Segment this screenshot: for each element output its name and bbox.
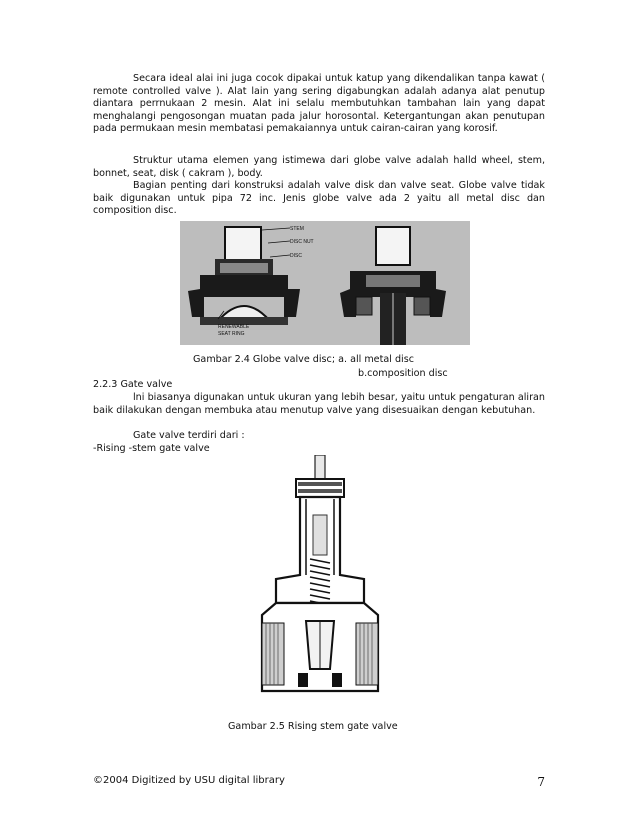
paragraph-1: Secara ideal alai ini juga cocok dipakai untuk katup yang dikendalikan tanpa kawat ( remote controlled valve ). Alat lain yang sering digabungkan adalah adanya alat penutup diantara perrnukaan 2 mesin. Alat ini selalu membutuhkan tambahan lain yang dapat menghalangi pengosongan muatan pada jalur horosontal. Ketergantungan akan penutupan pada permukaan mesin membatasi pemakaiannya untuk cairan-cairan yang korosif. bbox=[93, 73, 545, 135]
label-renewable: RENEWABLE bbox=[218, 324, 250, 330]
rising-stem-gate-valve-figure bbox=[258, 455, 382, 701]
copyright-text: ©2004 Digitized by USU digital library bbox=[93, 775, 285, 786]
paragraph-2: Struktur utama elemen yang istimewa dari globe valve adalah halld wheel, stem, bonnet, seat, disk ( cakram ), body. bbox=[93, 155, 545, 179]
page-footer bbox=[93, 775, 545, 789]
paragraph-4: lni biasanya digunakan untuk ukuran yang lebih besar, yaitu untuk pengaturan aliran baik dilakukan dengan membuka atau menutup valve yang disesuaikan dengan kebutuhan. bbox=[93, 392, 545, 416]
page-number: 7 bbox=[537, 775, 545, 789]
label-seat-ring: SEAT RING bbox=[218, 331, 245, 337]
figure-2-4-caption-line-1: Gambar 2.4 Globe valve disc; a. all metal disc bbox=[193, 354, 414, 365]
figure-2-4-caption-line-2: b.composition disc bbox=[358, 368, 448, 379]
paragraph-5: Gate valve terdiri dari : bbox=[133, 430, 245, 441]
figure-2-5-caption: Gambar 2.5 Rising stem gate valve bbox=[228, 721, 398, 732]
paragraph-3: Bagian penting dari konstruksi adalah valve disk dan valve seat. Globe valve tidak baik digunakan untuk pipa 72 inc. Jenis globe valve ada 2 yaitu all metal disc dan composition disc. bbox=[93, 180, 545, 217]
list-item-rising-stem: -Rising -stem gate valve bbox=[93, 443, 210, 454]
label-stem: STEM bbox=[290, 226, 304, 232]
label-disc-nut: DISC NUT bbox=[290, 239, 314, 245]
section-heading: 2.2.3 Gate valve bbox=[93, 379, 173, 390]
label-disc: DISC bbox=[290, 253, 302, 259]
globe-valve-disc-figure bbox=[180, 221, 470, 345]
